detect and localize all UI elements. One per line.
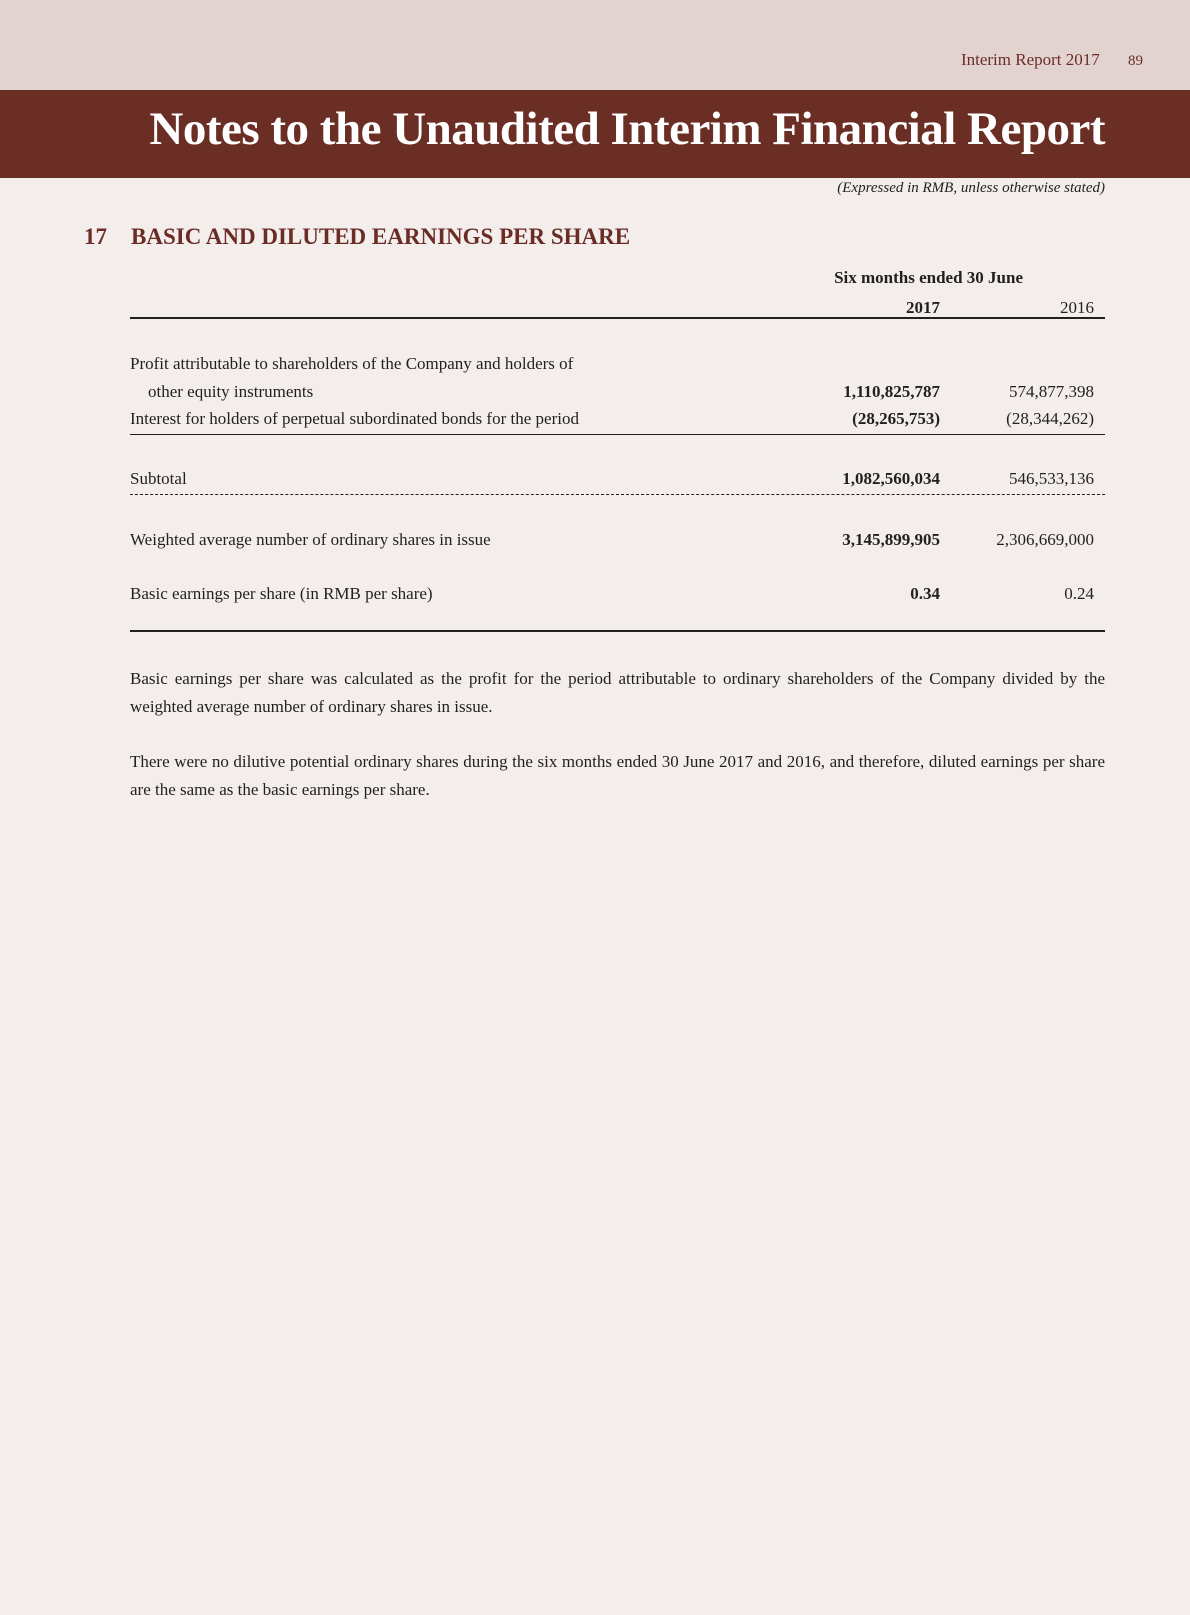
table-row [130, 467, 1105, 495]
row-label: Subtotal [130, 469, 187, 488]
page-title: Notes to the Unaudited Interim Financial Report [149, 103, 1105, 155]
value-2016: 574,877,398 [1009, 382, 1094, 401]
value-2016: 546,533,136 [1009, 469, 1094, 488]
closing-rule [130, 630, 1105, 632]
value-2017: 1,082,560,034 [842, 469, 940, 488]
table-row [130, 352, 1105, 380]
table-row [130, 582, 1105, 610]
paragraph-basic-eps: Basic earnings per share was calculated as the profit for the period attributable to ordinary shareholders of the Company divided by the weighted average number of ordinary shares in issue. [130, 669, 1105, 716]
row-label: Profit attributable to shareholders of the Company and holders of [130, 354, 574, 373]
row-label: Interest for holders of perpetual subordinated bonds for the period [130, 409, 579, 428]
table-row [130, 528, 1105, 556]
value-2016: (28,344,262) [1006, 409, 1094, 428]
row-label: Weighted average number of ordinary shares in issue [130, 530, 491, 549]
period-header: Six months ended 30 June [834, 268, 1023, 287]
header-rule [130, 317, 1105, 319]
page-number: 89 [1128, 53, 1143, 69]
title-band [0, 90, 1190, 178]
year-header-2017: 2017 [906, 298, 940, 317]
report-name: Interim Report 2017 [960, 50, 1100, 69]
row-label: other equity instruments [148, 382, 314, 401]
paragraph-diluted-eps: There were no dilutive potential ordinary shares during the six months ended 30 June 2017 and 2016, and therefore, diluted earnings per share are the same as the basic earnings per share. [130, 752, 1105, 799]
value-2017: (28,265,753) [852, 409, 940, 428]
value-2017: 0.34 [910, 584, 940, 603]
value-2016: 2,306,669,000 [996, 530, 1094, 549]
dashed-rule [130, 494, 1105, 495]
subtotal-rule [130, 434, 1105, 435]
row-label: Basic earnings per share (in RMB per share) [130, 584, 433, 603]
running-head [961, 50, 1143, 70]
table-row [130, 407, 1105, 435]
section-title: BASIC AND DILUTED EARNINGS PER SHARE [131, 224, 631, 249]
expressed-note: (Expressed in RMB, unless otherwise stated) [837, 180, 1105, 196]
value-2016: 0.24 [1064, 584, 1094, 603]
value-2017: 3,145,899,905 [842, 530, 940, 549]
top-band [0, 0, 1190, 90]
section-number: 17 [84, 224, 107, 249]
year-header-2016: 2016 [1060, 298, 1094, 317]
table-row [130, 380, 1105, 408]
value-2017: 1,110,825,787 [843, 382, 940, 401]
section-heading [84, 224, 630, 250]
